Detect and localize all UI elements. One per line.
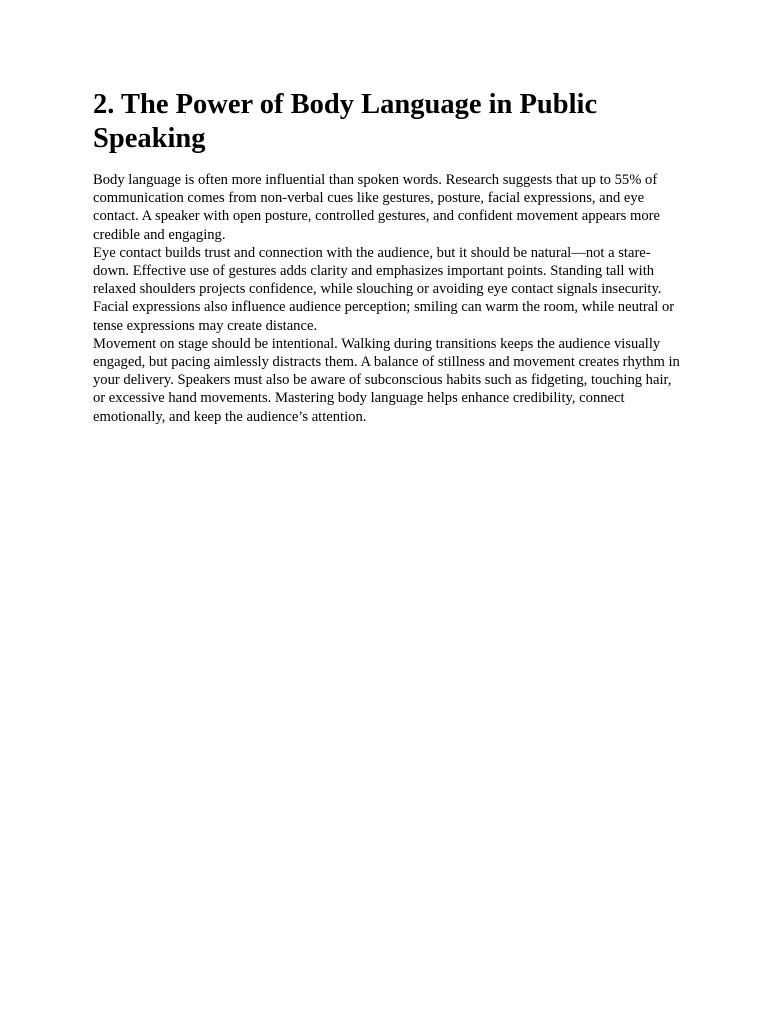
paragraph-movement: Movement on stage should be intentional. Walking during transitions keeps the audience visually engaged, but pacing aimlessly distracts them. A balance of stillness and movement creates rhythm in your delivery. Speakers must also be aware of subconscious habits such as fidgeting, touching hair, or excessive hand movements. Mastering body language helps enhance credibility, connect emotionally, and keep the audience’s attention. <box>93 335 680 425</box>
paragraph-body-language-intro: Body language is often more influential than spoken words. Research suggests that up to 55% of communication comes from non-verbal cues like gestures, posture, facial expressions, and eye contact. A speaker with open posture, controlled gestures, and confident movement appears more credible and engaging. <box>93 172 660 243</box>
paragraph-eye-contact: Eye contact builds trust and connection with the audience, but it should be natural—not a stare-down. Effective use of gestures adds clarity and emphasizes important points. Standing tall with relaxed shoulders projects confidence, while slouching or avoiding eye contact signals insecurity. Facial expressions also influence audience perception; smiling can warm the room, while neutral or tense expressions may create distance. <box>93 244 675 334</box>
document-body <box>93 88 683 426</box>
section-heading: 2. The Power of Body Language in Public Speaking <box>93 89 598 154</box>
